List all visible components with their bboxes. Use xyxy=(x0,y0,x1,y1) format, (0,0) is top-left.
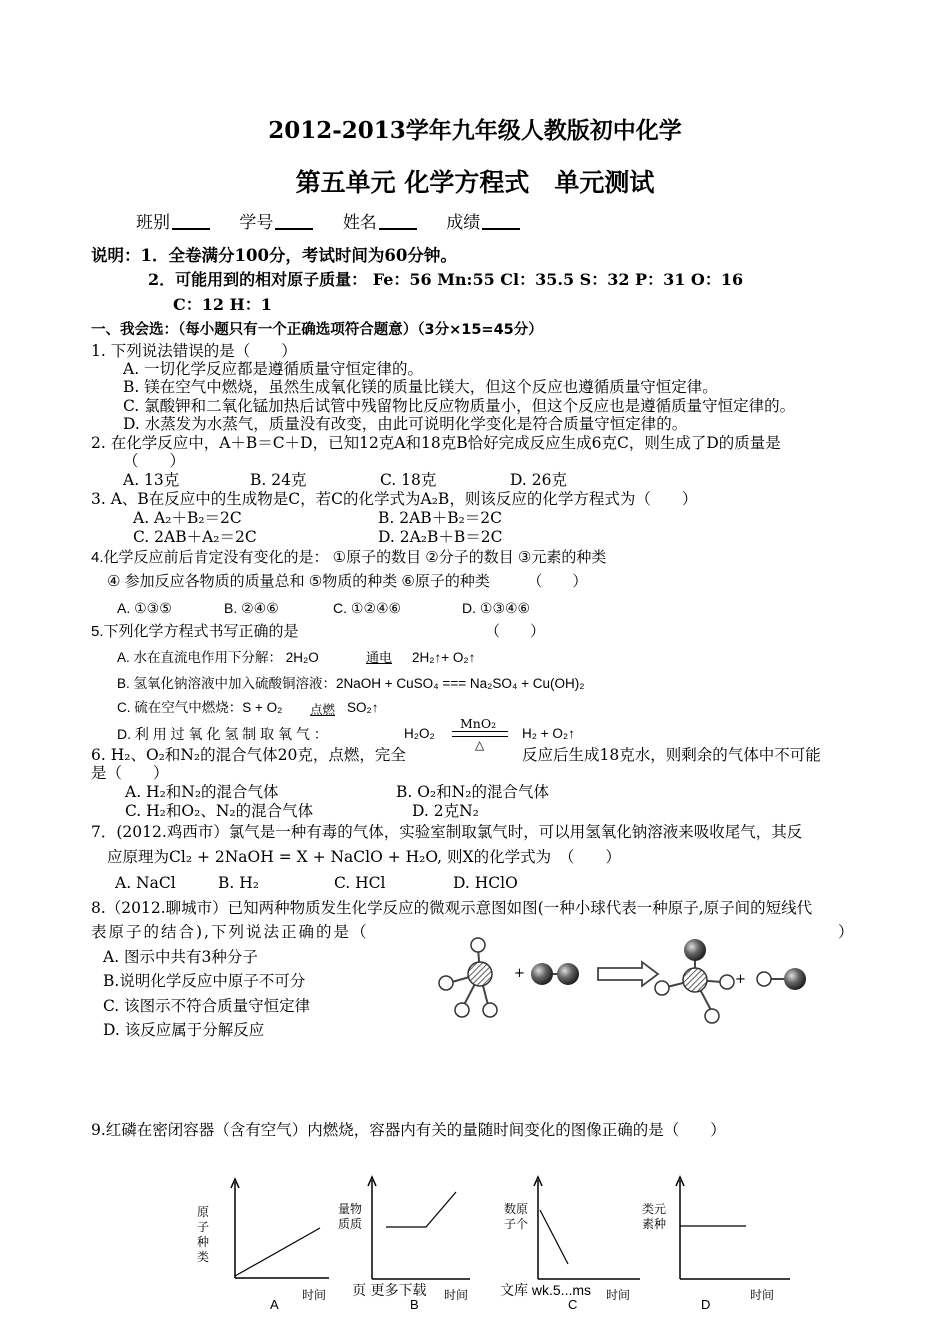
q9-stem: 9.红磷在密闭容器（含有空气）内燃烧，容器内有关的量随时间变化的图像正确的是（ ） xyxy=(91,1121,726,1139)
q6-option-c: C. H₂和O₂、N₂的混合气体 xyxy=(125,802,314,820)
graph-a-letter: A xyxy=(270,1297,279,1312)
q5-option-b: B. 氢氧化钠溶液中加入硫酸铜溶液：2NaOH + CuSO₄ === Na₂SO₄ + Cu(OH)₂ xyxy=(117,676,585,691)
q4-option-b: B. ②④⑥ xyxy=(224,600,279,616)
q3-stem: 3. A、B在反应中的生成物是C，若C的化学式为A₂B，则该反应的化学方程式为（ ） xyxy=(91,490,698,508)
q3-option-a: A. A₂＋B₂＝2C xyxy=(133,509,242,527)
chloromethane-molecule xyxy=(655,939,734,1023)
q8-option-d: D. 该反应属于分解反应 xyxy=(103,1021,265,1039)
graph-b-ylabel: 量物质质 xyxy=(338,1202,363,1231)
q8-stem: 8.（2012.聊城市）已知两种物质发生化学反应的微观示意图如图(一种小球代表一种原子,原子间的短线代 xyxy=(91,899,813,917)
graph-b-letter: B xyxy=(410,1297,419,1312)
q5-paren: （ ） xyxy=(485,623,546,640)
q6-stem-b: 反应后生成18克水，则剩余的气体中不可能 xyxy=(522,746,821,764)
hydrogen-chloride-molecule xyxy=(757,968,806,990)
note-1: 说明：1．全卷满分100分，考试时间为60分钟。 xyxy=(91,246,457,265)
q2-stem: 2. 在化学反应中，A＋B＝C＋D，已知12克A和18克B恰好完成反应生成6克C，则生成了D的质量是 xyxy=(91,434,781,452)
svg-text:+: + xyxy=(735,972,746,987)
q5-option-a: A. 水在直流电作用下分解： 2H₂O xyxy=(117,650,319,665)
q3-option-d: D. 2A₂B＋B＝2C xyxy=(378,528,503,546)
q7-option-a: A. NaCl xyxy=(115,874,176,892)
q5-d-catalyst: MnO₂ xyxy=(460,716,497,731)
watermark-2: 文库 wk.5...ms xyxy=(500,1282,592,1298)
q8-paren-close: ） xyxy=(838,923,854,941)
field-score: 成绩 xyxy=(446,213,520,233)
chlorine-molecule xyxy=(531,963,579,985)
q1-option-d: D. 水蒸发为水蒸气，质量没有改变，由此可说明化学变化是符合质量守恒定律的。 xyxy=(123,415,688,433)
q7-stem-2: 应原理为Cl₂ + 2NaOH = X + NaClO + H₂O, 则X的化学式为 （ ） xyxy=(107,848,621,866)
svg-text:+: + xyxy=(514,966,525,981)
q6-stem-2: 是（ ） xyxy=(91,764,169,782)
graph-d-ylabel: 类元素种 xyxy=(642,1202,667,1231)
graph-d-xlabel: 时间 xyxy=(750,1288,775,1302)
graph-c-ylabel: 数原子个 xyxy=(504,1202,529,1231)
q2-option-c: C. 18克 xyxy=(380,471,437,489)
graph-d-letter: D xyxy=(701,1297,711,1312)
graph-a-ylabel: 原子种类 xyxy=(197,1205,210,1264)
q6-option-d: D. 2克N₂ xyxy=(412,802,479,820)
q4-option-d: D. ①③④⑥ xyxy=(462,600,531,616)
q1-stem: 1. 下列说法错误的是（ ） xyxy=(91,342,297,360)
page-title: 2012-2013学年九年级人教版初中化学 xyxy=(268,117,682,144)
q1-option-b: B. 镁在空气中燃烧，虽然生成氧化镁的质量比镁大，但这个反应也遵循质量守恒定律。 xyxy=(123,378,718,396)
q3-option-c: C. 2AB＋A₂＝2C xyxy=(133,528,257,546)
q5-option-c: C. 硫在空气中燃烧：S + O₂ xyxy=(117,700,283,715)
graph-c-letter: C xyxy=(568,1297,578,1312)
watermark: 页 更多下载 xyxy=(352,1283,427,1299)
q4-option-c: C. ①②④⑥ xyxy=(333,600,402,616)
q7-option-c: C. HCl xyxy=(334,874,386,892)
q6-stem-a: 6. H₂、O₂和N₂的混合气体20克，点燃，完全 xyxy=(91,746,406,764)
q8-option-a: A. 图示中共有3种分子 xyxy=(103,948,258,966)
field-name: 姓名 xyxy=(343,213,417,233)
q7-option-d: D. HClO xyxy=(453,874,518,892)
q4-stem: 4.化学反应前后肯定没有变化的是： ①原子的数目 ②分子的数目 ③元素的种类 xyxy=(91,549,607,566)
q5-option-d: D. 利 用 过 氧 化 氢 制 取 氧 气 ： xyxy=(117,726,328,742)
q5-a-condition: 通电 xyxy=(366,650,393,665)
q6-option-b: B. O₂和N₂的混合气体 xyxy=(396,783,549,801)
page-subtitle: 第五单元 化学方程式 单元测试 xyxy=(295,168,655,197)
section-heading: 一、我会选：（每小题只有一个正确选项符合题意）（3分×15=45分） xyxy=(91,322,543,338)
q5-d-products: H₂ + O₂↑ xyxy=(522,726,575,741)
q5-a-products: 2H₂↑+ O₂↑ xyxy=(412,650,476,665)
q5-d-heat: △ xyxy=(475,738,485,752)
graph-b-xlabel: 时间 xyxy=(444,1288,469,1302)
note-3: C：12 H：1 xyxy=(173,295,272,314)
q8-option-b: B.说明化学反应中原子不可分 xyxy=(103,972,306,990)
q4-option-a: A. ①③⑤ xyxy=(117,600,172,616)
field-number: 学号 xyxy=(239,213,313,233)
q6-option-a: A. H₂和N₂的混合气体 xyxy=(125,783,279,801)
q7-option-b: B. H₂ xyxy=(218,874,259,892)
field-class: 班别 xyxy=(136,213,210,233)
q5-c-condition: 点燃 xyxy=(310,703,336,717)
q5-d-reactant: H₂O₂ xyxy=(404,726,435,741)
q8-stem-2: 表原子的结合),下列说法正确的是（ xyxy=(91,923,369,941)
q2-option-a: A. 13克 xyxy=(123,471,180,489)
q3-option-b: B. 2AB＋B₂＝2C xyxy=(378,509,503,527)
student-fields xyxy=(136,208,544,233)
note-2: 2．可能用到的相对原子质量： Fe：56 Mn:55 Cl：35.5 S：32 P：31 O：16 xyxy=(148,270,744,289)
q2-paren: （ ） xyxy=(123,452,186,470)
q5-c-products: SO₂↑ xyxy=(347,700,379,715)
q2-option-d: D. 26克 xyxy=(510,471,567,489)
q7-stem: 7．(2012.鸡西市）氯气是一种有毒的气体，实验室制取氯气时，可以用氢氧化钠溶液来吸收尾气，其反 xyxy=(91,823,803,841)
arrow xyxy=(598,962,658,986)
graph-c-xlabel: 时间 xyxy=(606,1288,631,1302)
q2-option-b: B. 24克 xyxy=(250,471,307,489)
q4-stem-2: ④ 参加反应各物质的质量总和 ⑤物质的种类 ⑥原子的种类 （ ） xyxy=(107,573,588,590)
q5-stem: 5.下列化学方程式书写正确的是 xyxy=(91,623,299,640)
q8-option-c: C. 该图示不符合质量守恒定律 xyxy=(103,997,311,1015)
q1-option-c: C. 氯酸钾和二氧化锰加热后试管中残留物比反应物质量小，但这个反应也是遵循质量守恒定律的。 xyxy=(123,397,796,415)
reaction-diagram xyxy=(430,930,830,1030)
methane-molecule xyxy=(439,938,497,1017)
graph-a-xlabel: 时间 xyxy=(302,1288,327,1302)
q1-option-a: A. 一切化学反应都是遵循质量守恒定律的。 xyxy=(123,360,424,378)
